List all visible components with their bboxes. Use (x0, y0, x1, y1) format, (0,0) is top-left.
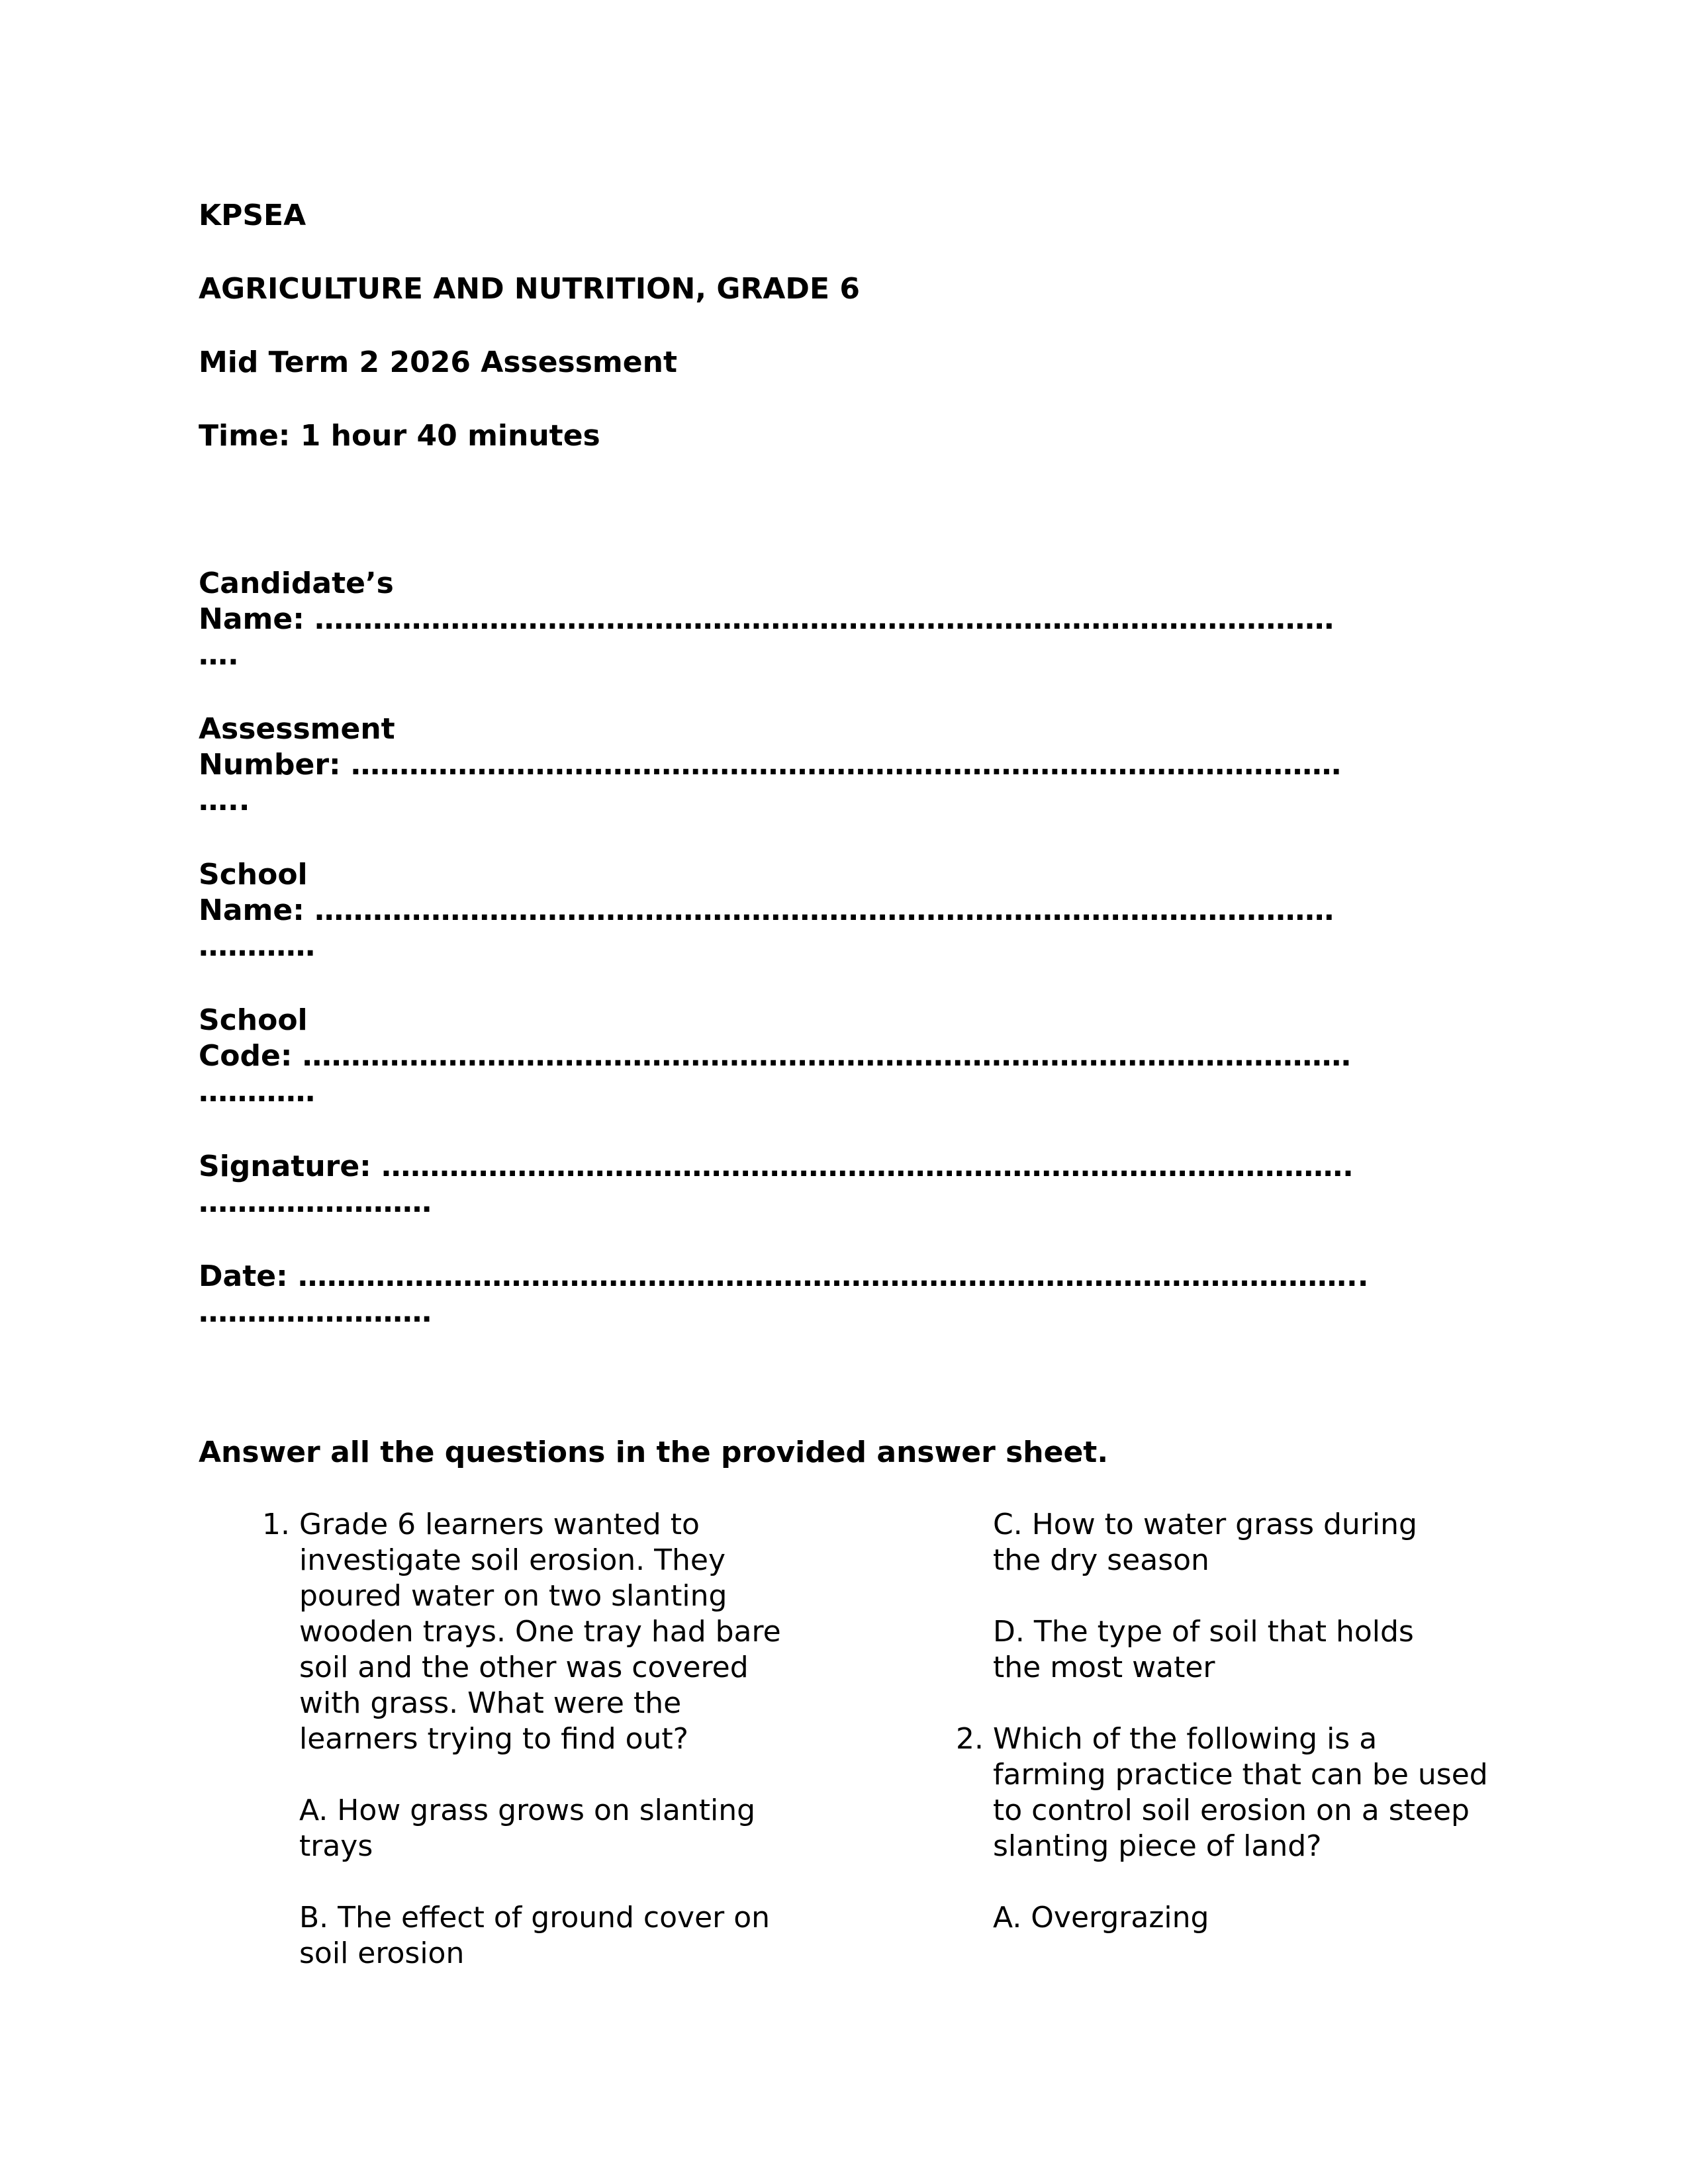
school-code-label: School (199, 1003, 308, 1037)
signature-field (199, 1149, 1489, 1220)
candidate-name-label-2: Name: (199, 602, 305, 636)
assessment-number-label: Assessment (199, 712, 395, 746)
candidate-name-dots: …………………………………………………………………………………………… (314, 602, 1335, 636)
school-name-dots-cont: ………… (199, 929, 315, 963)
question-number: 1. (262, 1508, 290, 1541)
option-a: A. How grass grows on slanting trays (299, 1794, 756, 1863)
question-2 (956, 1721, 1496, 1936)
question-1 (262, 1507, 802, 1972)
assessment-number-dots-cont: ….. (199, 784, 250, 817)
right-column (956, 1507, 1496, 1936)
signature-dots-cont: …………………… (199, 1185, 432, 1219)
signature-label: Signature: (199, 1150, 371, 1183)
option-d: D. The type of soil that holds the most water (993, 1615, 1414, 1684)
date-label: Date: (199, 1259, 288, 1293)
question-stem: Grade 6 learners wanted to investigate soil erosion. They poured water on two slanting wooden trays. One tray had bare soil and the other was covered with grass. What were the learners trying to find out? (299, 1508, 781, 1756)
school-name-field (199, 857, 1489, 964)
assessment-number-label-2: Number: (199, 748, 341, 782)
school-code-label-2: Code: (199, 1039, 293, 1073)
time-allowed: Time: 1 hour 40 minutes (199, 419, 600, 453)
school-name-label-2: Name: (199, 893, 305, 927)
question-number: 2. (956, 1722, 984, 1756)
date-dots-cont: …………………… (199, 1295, 432, 1329)
option-c: C. How to water grass during the dry season (993, 1508, 1417, 1577)
school-code-field (199, 1003, 1489, 1110)
option-b: B. The effect of ground cover on soil erosion (299, 1901, 771, 1970)
candidate-name-field (199, 566, 1489, 673)
assessment-number-dots: ………………………………………………………………………………………… (350, 748, 1341, 782)
school-code-dots-cont: ………… (199, 1075, 315, 1109)
assessment-number-field (199, 711, 1489, 819)
school-name-dots: …………………………………………………………………………………………… (314, 893, 1335, 927)
candidate-name-label: Candidate’s (199, 567, 394, 600)
option-a: A. Overgrazing (993, 1901, 1209, 1934)
instructions: Answer all the questions in the provided answer sheet. (199, 1435, 1109, 1469)
date-field (199, 1259, 1489, 1330)
school-name-label: School (199, 858, 308, 891)
candidate-name-dots-cont: …. (199, 638, 239, 672)
question-stem: Which of the following is a farming practice that can be used to control soil erosion on a steep slanting piece of land? (993, 1722, 1488, 1863)
subject-title: AGRICULTURE AND NUTRITION, GRADE 6 (199, 272, 860, 306)
school-code-dots: ……………………………………………………………………………………………… (302, 1039, 1351, 1073)
exam-code: KPSEA (199, 199, 306, 232)
date-dots: ……………………………………………………………………………………………….. (298, 1259, 1369, 1293)
signature-dots: ………………………………………………………………………………………. (381, 1150, 1354, 1183)
assessment-title: Mid Term 2 2026 Assessment (199, 345, 677, 379)
